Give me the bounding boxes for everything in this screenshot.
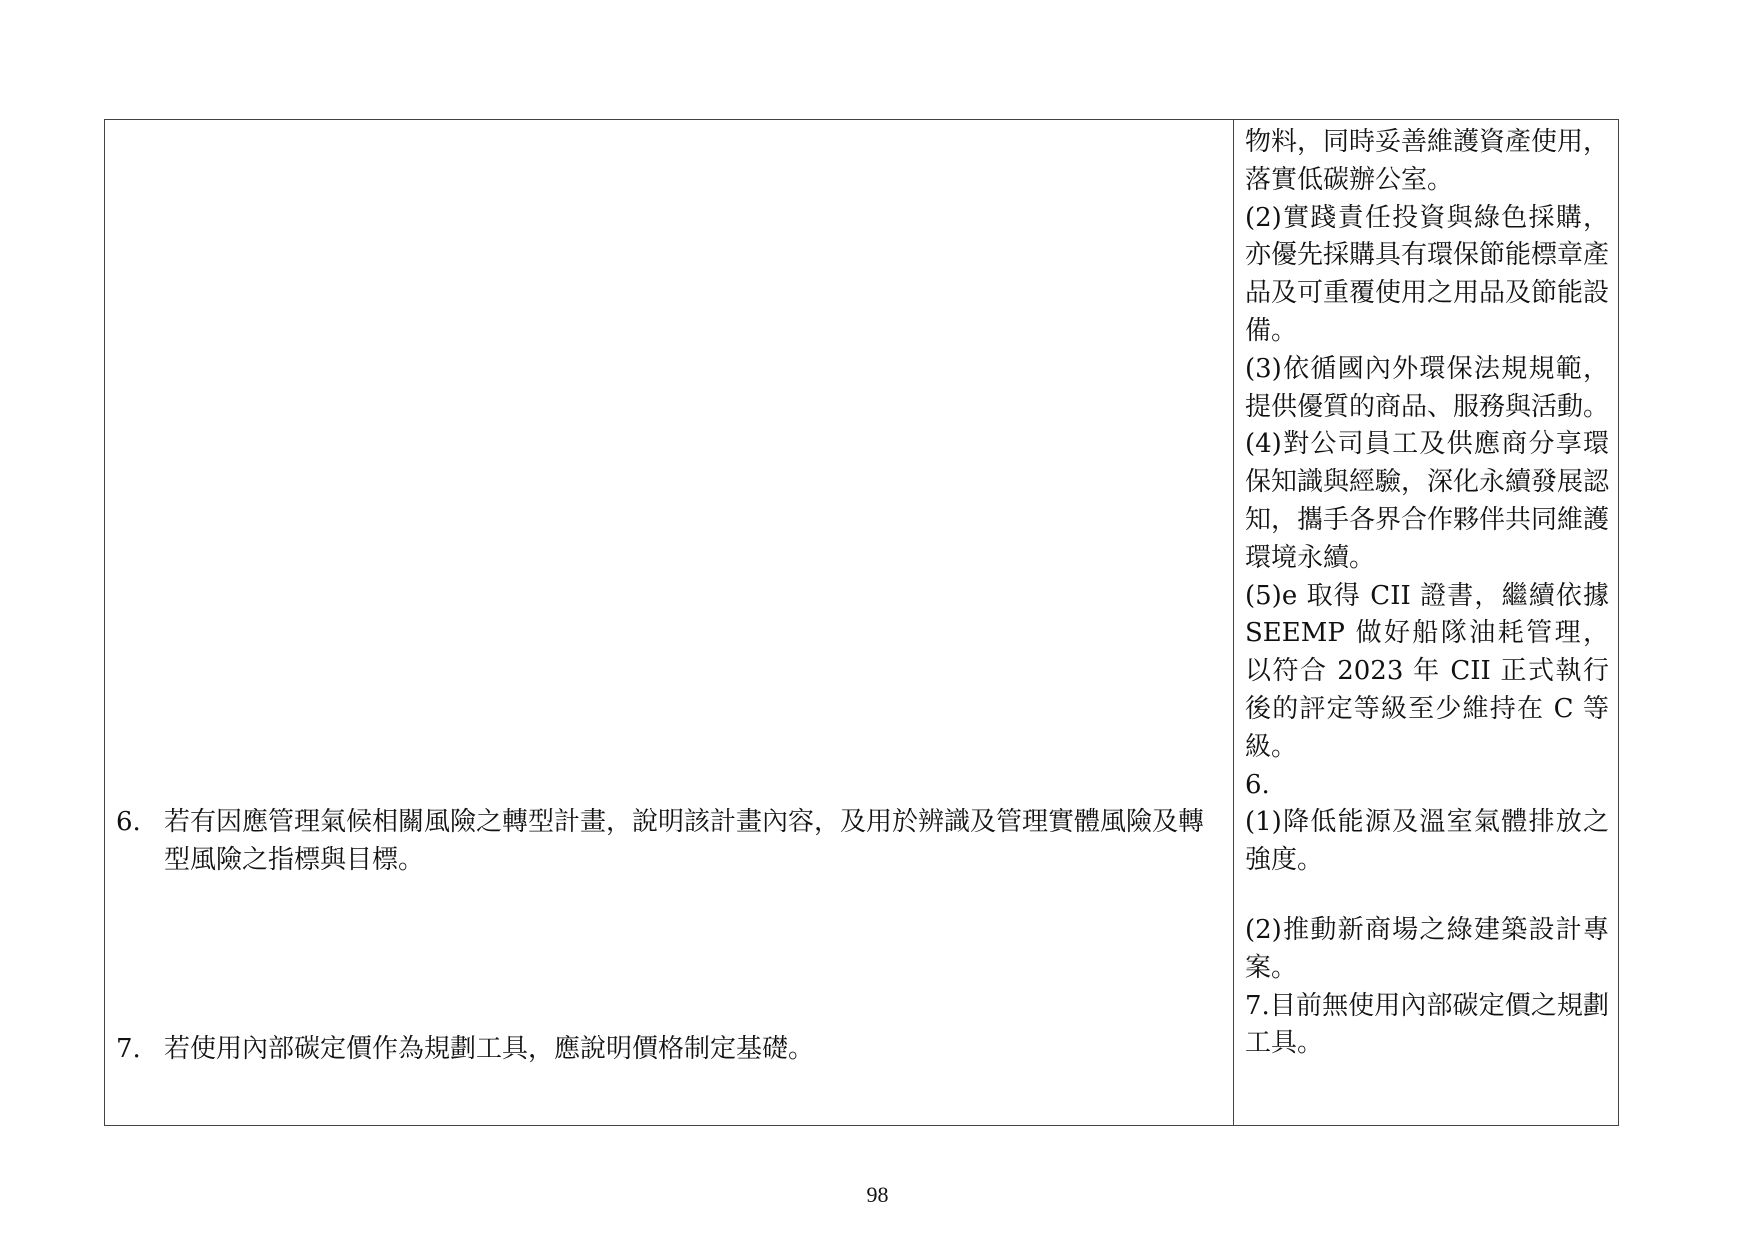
response-paragraph: 6. <box>1245 769 1270 800</box>
response-paragraph: (2)實踐責任投資與綠色採購，亦優先採購具有環保節能標章產品及可重覆使用之用品及節能設備。 <box>1245 202 1610 346</box>
item-text: 若有因應管理氣候相關風險之轉型計畫，說明該計畫內容，及用於辨識及管理實體風險及轉型風險之指標與目標。 <box>164 807 1205 875</box>
response-paragraph: (2)推動新商場之綠建築設計專案。 <box>1245 914 1609 983</box>
response-column <box>1245 124 1609 1063</box>
response-paragraph: (3)依循國內外環保法規規範，提供優質的商品、服務與活動。 <box>1245 353 1610 422</box>
response-paragraph: (4)對公司員工及供應商分享環保知識與經驗，深化永續發展認知，攜手各界合作夥伴共同維護環境永續。 <box>1245 429 1610 573</box>
response-paragraph: (5)e 取得 CII 證書，繼續依據 SEEMP 做好船隊油耗管理，以符合 2023 年 CII 正式執行後的評定等級至少維持在 C 等級。 <box>1245 580 1609 762</box>
left-item-6 <box>116 803 1224 879</box>
response-paragraph: 7.目前無使用內部碳定價之規劃工具。 <box>1245 990 1609 1059</box>
response-paragraph: (1)降低能源及溫室氣體排放之強度。 <box>1245 807 1609 876</box>
item-text: 若使用內部碳定價作為規劃工具，應說明價格制定基礎。 <box>164 1034 815 1064</box>
item-number: 7. <box>116 1034 141 1064</box>
page-number: 98 <box>866 1182 889 1207</box>
item-number: 6. <box>116 807 141 837</box>
paragraph-gap <box>1245 880 1609 912</box>
response-paragraph: 物料，同時妥善維護資產使用，落實低碳辦公室。 <box>1245 127 1610 195</box>
left-item-7 <box>116 1030 1224 1068</box>
column-divider <box>1233 119 1234 1126</box>
